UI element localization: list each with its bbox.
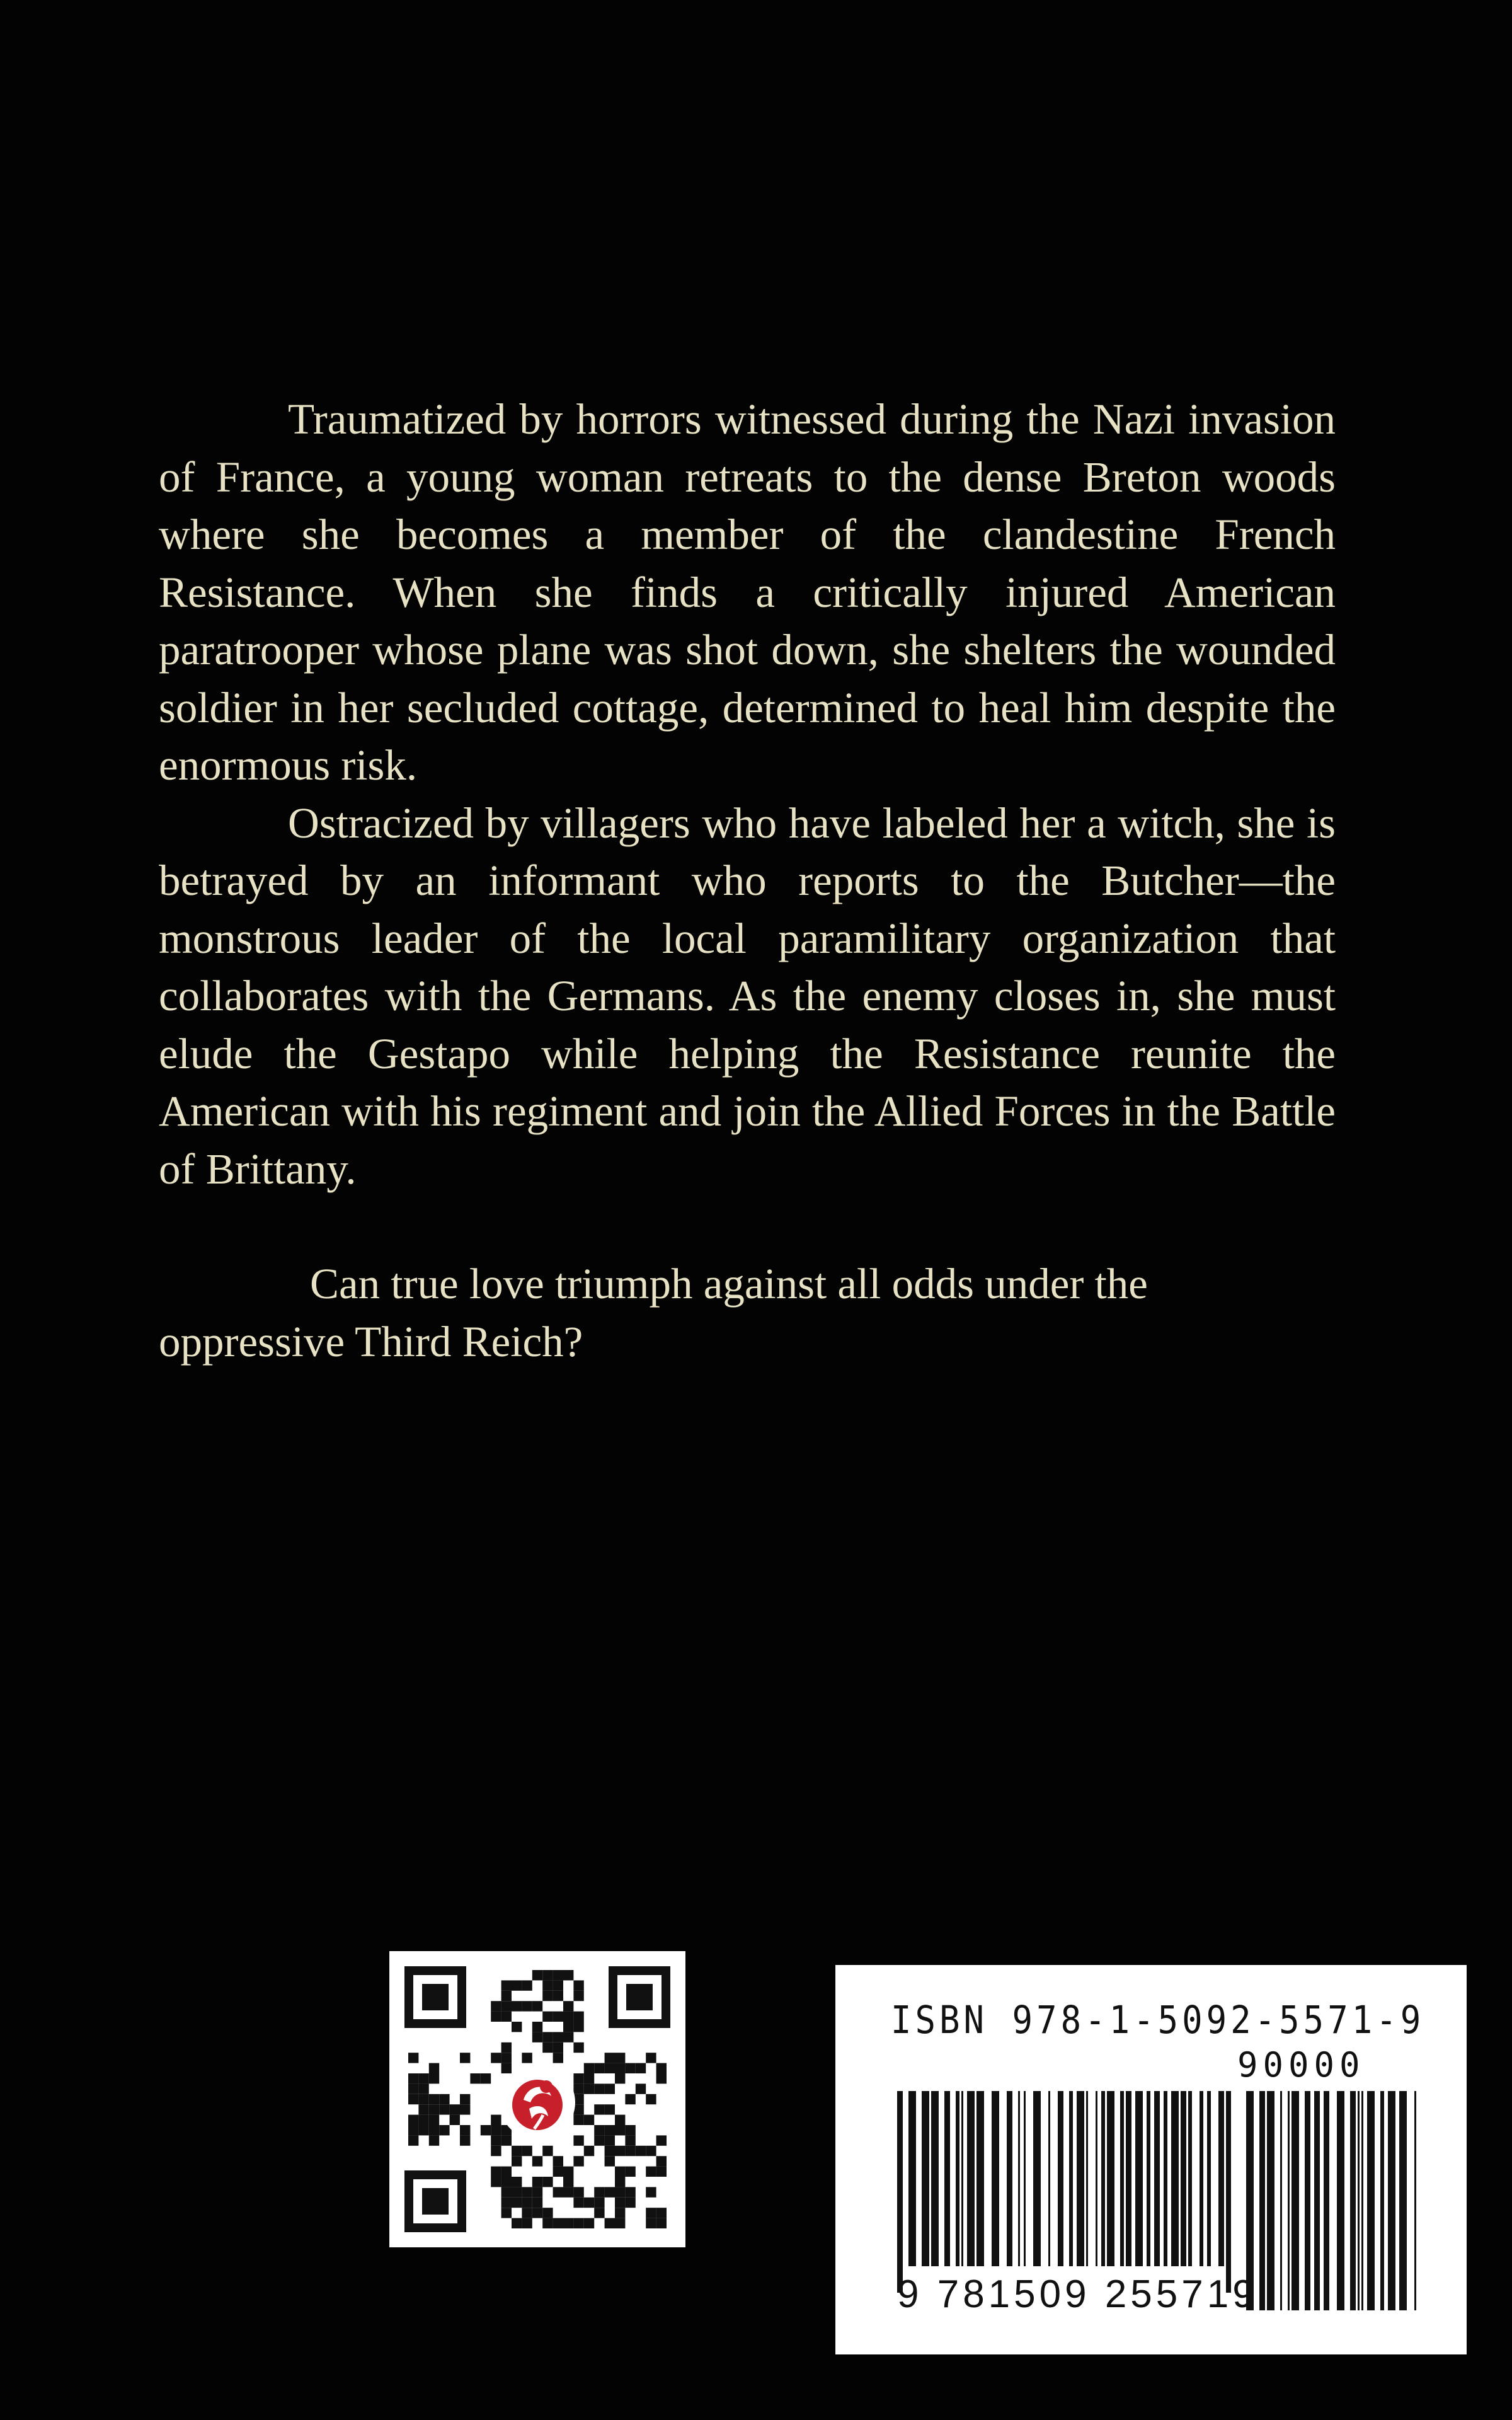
qr-module bbox=[615, 2187, 625, 2197]
qr-module bbox=[481, 2073, 491, 2083]
qr-module bbox=[605, 2146, 615, 2156]
qr-module bbox=[615, 2073, 625, 2083]
qr-module bbox=[408, 2083, 418, 2094]
qr-module bbox=[573, 1980, 583, 1990]
qr-module bbox=[460, 2104, 470, 2114]
qr-module bbox=[636, 2146, 646, 2156]
qr-module bbox=[418, 2094, 428, 2104]
qr-module bbox=[553, 2218, 563, 2228]
qr-module bbox=[573, 2135, 583, 2145]
qr-module bbox=[615, 2063, 625, 2073]
qr-module bbox=[553, 1980, 563, 1990]
qr-module bbox=[563, 2032, 573, 2042]
qr-module bbox=[501, 2167, 512, 2177]
qr-module bbox=[522, 2198, 532, 2208]
barcode-bar bbox=[1218, 2091, 1224, 2266]
barcode-bar bbox=[1024, 2091, 1026, 2266]
barcode-bar bbox=[1007, 2091, 1012, 2266]
barcode-bar bbox=[1388, 2091, 1395, 2310]
qr-module bbox=[553, 2043, 563, 2053]
qr-module bbox=[439, 2104, 449, 2114]
qr-module bbox=[584, 2218, 594, 2228]
qr-module bbox=[625, 2063, 635, 2073]
qr-module bbox=[542, 1991, 553, 2001]
qr-module bbox=[573, 2104, 583, 2114]
qr-code bbox=[389, 1951, 685, 2247]
qr-module bbox=[542, 2208, 553, 2218]
qr-module bbox=[418, 2115, 428, 2125]
qr-module bbox=[563, 2022, 573, 2032]
qr-module bbox=[491, 2053, 501, 2063]
barcode-bar bbox=[1101, 2091, 1105, 2266]
barcode-bar bbox=[944, 2091, 950, 2266]
qr-module bbox=[656, 2135, 667, 2145]
barcode-bar bbox=[976, 2091, 984, 2266]
qr-module bbox=[615, 2218, 625, 2228]
ean-digits: 9 781509 255719 bbox=[897, 2273, 1258, 2316]
barcode-bar bbox=[1171, 2091, 1179, 2266]
qr-module bbox=[522, 1980, 532, 1990]
qr-module bbox=[491, 2125, 501, 2135]
barcode-bar bbox=[1399, 2091, 1407, 2310]
qr-module bbox=[563, 2012, 573, 2022]
qr-module bbox=[418, 2073, 428, 2083]
qr-module bbox=[563, 1970, 573, 1980]
isbn-barcode bbox=[835, 1965, 1467, 2354]
qr-module bbox=[594, 2083, 604, 2094]
qr-module bbox=[491, 2146, 501, 2156]
qr-module bbox=[542, 2177, 553, 2187]
qr-module bbox=[429, 2115, 439, 2125]
qr-module bbox=[501, 1991, 512, 2001]
barcode-bar bbox=[1292, 2091, 1299, 2310]
qr-module bbox=[460, 2094, 470, 2104]
qr-module bbox=[522, 2208, 532, 2218]
qr-module bbox=[553, 2187, 563, 2197]
qr-module bbox=[481, 2125, 491, 2135]
qr-code-graphic bbox=[389, 1951, 685, 2247]
qr-module bbox=[605, 2187, 615, 2197]
qr-module bbox=[656, 2073, 667, 2083]
qr-module bbox=[656, 2208, 667, 2218]
qr-module bbox=[532, 2198, 542, 2208]
barcode-bar bbox=[1305, 2091, 1310, 2310]
qr-module bbox=[408, 2094, 418, 2104]
qr-module bbox=[491, 2167, 501, 2177]
qr-module bbox=[605, 2063, 615, 2073]
qr-module bbox=[563, 2187, 573, 2197]
qr-module bbox=[573, 2156, 583, 2166]
qr-module bbox=[429, 2125, 439, 2135]
qr-module bbox=[439, 2094, 449, 2104]
barcode-bar bbox=[1164, 2091, 1167, 2266]
qr-module bbox=[605, 2125, 615, 2135]
barcode-bar bbox=[1188, 2091, 1192, 2266]
blurb-closing-question: Can true love triumph against all odds under the oppressive Third Reich? bbox=[159, 1260, 1148, 1366]
qr-module bbox=[553, 2167, 563, 2177]
qr-module bbox=[615, 2053, 625, 2063]
qr-module bbox=[512, 2022, 522, 2032]
blurb bbox=[159, 391, 1336, 1371]
qr-module bbox=[656, 2063, 667, 2073]
qr-module bbox=[429, 2094, 439, 2104]
price-code: 90000 bbox=[1237, 2045, 1365, 2085]
qr-module bbox=[418, 2104, 428, 2114]
qr-module bbox=[563, 2001, 573, 2011]
qr-module bbox=[563, 2167, 573, 2177]
blurb-paragraph-1: Traumatized by horrors witnessed during the Nazi invasion of France, a young woman retreats to the dense Breton woods where she becomes a member of the clandestine French Resistance. When she finds a critically injured American paratrooper whose plane was shot down, she shelters the wounded soldier in her secluded cottage, determined to heal him despite the enormous risk. bbox=[159, 395, 1336, 789]
qr-module bbox=[584, 2146, 594, 2156]
qr-module bbox=[408, 2135, 418, 2145]
barcode-bar bbox=[1324, 2091, 1329, 2310]
barcode-bar bbox=[1259, 2091, 1265, 2310]
qr-module bbox=[501, 2135, 512, 2145]
qr-module bbox=[429, 2073, 439, 2083]
qr-module bbox=[532, 2001, 542, 2011]
isbn-label: ISBN 978-1-5092-5571-9 bbox=[891, 1998, 1425, 2043]
barcode-bar bbox=[1361, 2091, 1363, 2310]
barcode-bar bbox=[1096, 2091, 1097, 2266]
qr-module bbox=[553, 1970, 563, 1980]
qr-module bbox=[460, 2125, 470, 2135]
qr-module bbox=[615, 2125, 625, 2135]
qr-module bbox=[553, 1991, 563, 2001]
qr-module bbox=[501, 2177, 512, 2187]
qr-module bbox=[573, 2043, 583, 2053]
barcode-bar bbox=[1033, 2091, 1041, 2266]
barcode-bar bbox=[1018, 2091, 1020, 2266]
qr-module bbox=[418, 2125, 428, 2135]
qr-module bbox=[584, 2083, 594, 2094]
qr-module bbox=[532, 2032, 542, 2042]
barcode-bar bbox=[1135, 2091, 1143, 2266]
barcode-bar bbox=[1077, 2091, 1084, 2266]
barcode-bar bbox=[1280, 2091, 1282, 2310]
qr-module bbox=[512, 2146, 522, 2156]
qr-module bbox=[450, 2104, 460, 2114]
qr-module bbox=[573, 2218, 583, 2228]
qr-module bbox=[542, 2218, 553, 2228]
blurb-paragraph-2: Ostracized by villagers who have labeled her a witch, she is betrayed by an informant who reports to the Butcher—the monstrous leader of the local paramilitary organization that collaborates with the Germans. As the enemy closes in, she must elude the Gestapo while helping the Resistance reunite the American with his regiment and join the Allied Forces in the Battle of Brittany. bbox=[159, 798, 1336, 1193]
qr-module bbox=[656, 2156, 667, 2166]
qr-module bbox=[584, 2115, 594, 2125]
qr-module bbox=[605, 2218, 615, 2228]
qr-module bbox=[512, 2177, 522, 2187]
qr-module bbox=[501, 2187, 512, 2197]
qr-module bbox=[408, 2115, 418, 2125]
qr-module bbox=[501, 2001, 512, 2011]
qr-module bbox=[646, 2146, 656, 2156]
qr-module bbox=[532, 2208, 542, 2218]
barcode-bar bbox=[1048, 2091, 1050, 2266]
qr-module bbox=[573, 2083, 583, 2094]
qr-module bbox=[512, 2001, 522, 2011]
barcode-bar bbox=[897, 2091, 903, 2293]
qr-module bbox=[460, 2053, 470, 2063]
qr-module bbox=[615, 2198, 625, 2208]
qr-module bbox=[408, 2073, 418, 2083]
qr-module bbox=[625, 2187, 635, 2197]
qr-module bbox=[646, 2187, 656, 2197]
qr-module bbox=[542, 1970, 553, 1980]
qr-module bbox=[573, 2073, 583, 2083]
qr-module bbox=[615, 2208, 625, 2218]
qr-module bbox=[594, 2198, 604, 2208]
qr-module bbox=[584, 2073, 594, 2083]
qr-module bbox=[450, 2115, 460, 2125]
qr-module bbox=[573, 2115, 583, 2125]
qr-module bbox=[501, 1980, 512, 1990]
qr-module bbox=[532, 1970, 542, 1980]
qr-module bbox=[563, 2177, 573, 2187]
barcode-bar bbox=[1126, 2091, 1131, 2266]
qr-module bbox=[636, 2083, 646, 2094]
barcode-bar bbox=[1367, 2091, 1375, 2310]
qr-module bbox=[573, 2198, 583, 2208]
qr-module bbox=[532, 2177, 542, 2187]
barcode-bar bbox=[1154, 2091, 1160, 2266]
qr-module bbox=[625, 2094, 635, 2104]
qr-module bbox=[594, 2135, 604, 2145]
qr-module bbox=[532, 2156, 542, 2166]
qr-module bbox=[522, 2053, 532, 2063]
publisher-rose-logo-icon bbox=[500, 2065, 575, 2140]
qr-module bbox=[605, 2104, 615, 2114]
qr-module bbox=[646, 2094, 656, 2104]
barcode-bar bbox=[1200, 2091, 1203, 2266]
qr-module bbox=[532, 2187, 542, 2197]
barcode-bar bbox=[1380, 2091, 1384, 2310]
barcode-bar bbox=[1069, 2091, 1073, 2266]
qr-module bbox=[646, 2208, 656, 2218]
qr-module bbox=[605, 2053, 615, 2063]
qr-module bbox=[605, 2156, 615, 2166]
barcode-bar bbox=[931, 2091, 939, 2266]
barcode-bar bbox=[1207, 2091, 1211, 2266]
barcode-bar bbox=[1337, 2091, 1344, 2310]
qr-module bbox=[615, 2146, 625, 2156]
qr-module bbox=[656, 2167, 667, 2177]
barcode-bar bbox=[922, 2091, 929, 2266]
qr-module bbox=[584, 2198, 594, 2208]
qr-module bbox=[418, 2083, 428, 2094]
qr-module bbox=[542, 2032, 553, 2042]
qr-module bbox=[625, 2198, 635, 2208]
qr-module bbox=[542, 2012, 553, 2022]
qr-module bbox=[501, 2063, 512, 2073]
qr-module bbox=[532, 2022, 542, 2032]
qr-module bbox=[594, 2125, 604, 2135]
qr-module bbox=[522, 2001, 532, 2011]
barcode-bar bbox=[1086, 2091, 1088, 2266]
qr-module bbox=[491, 2001, 501, 2011]
qr-module bbox=[553, 2012, 563, 2022]
qr-module bbox=[522, 2146, 532, 2156]
qr-module bbox=[615, 2115, 625, 2125]
qr-module bbox=[501, 2208, 512, 2218]
qr-module bbox=[646, 2218, 656, 2228]
barcode-bar bbox=[1181, 2091, 1186, 2266]
qr-module bbox=[584, 2063, 594, 2073]
barcode-bar bbox=[1147, 2091, 1150, 2266]
qr-module bbox=[625, 2135, 635, 2145]
qr-module bbox=[491, 2115, 501, 2125]
qr-module bbox=[594, 2187, 604, 2197]
qr-module bbox=[460, 2135, 470, 2145]
qr-module bbox=[522, 2218, 532, 2228]
qr-module bbox=[542, 1980, 553, 1990]
barcode-bar bbox=[1058, 2091, 1063, 2266]
barcode-bar bbox=[1120, 2091, 1124, 2266]
qr-module bbox=[542, 2146, 553, 2156]
qr-module bbox=[594, 2208, 604, 2218]
qr-module bbox=[491, 2177, 501, 2187]
barcode-bar bbox=[956, 2091, 959, 2266]
qr-module bbox=[408, 2053, 418, 2063]
barcode-bar bbox=[1350, 2091, 1356, 2310]
qr-module bbox=[605, 2135, 615, 2145]
qr-module bbox=[501, 2053, 512, 2063]
qr-module bbox=[522, 2187, 532, 2197]
qr-module bbox=[656, 2218, 667, 2228]
qr-module bbox=[573, 2022, 583, 2032]
qr-module bbox=[429, 2135, 439, 2145]
barcode-bar bbox=[1358, 2091, 1360, 2310]
qr-module bbox=[594, 2063, 604, 2073]
barcode-bar bbox=[1414, 2091, 1416, 2310]
qr-module bbox=[491, 2135, 501, 2145]
barcode-bar bbox=[1314, 2091, 1320, 2310]
barcode-bar bbox=[908, 2091, 916, 2266]
barcode-bar bbox=[1107, 2091, 1114, 2266]
barcode-bar bbox=[967, 2091, 975, 2266]
barcode-bar bbox=[1226, 2091, 1231, 2293]
qr-module bbox=[512, 1980, 522, 1990]
qr-module bbox=[512, 2156, 522, 2166]
qr-module bbox=[636, 2063, 646, 2073]
qr-module bbox=[553, 2053, 563, 2063]
qr-module bbox=[625, 2167, 635, 2177]
qr-module bbox=[501, 2012, 512, 2022]
qr-module bbox=[553, 2032, 563, 2042]
qr-module bbox=[491, 2012, 501, 2022]
qr-module bbox=[563, 2218, 573, 2228]
qr-module bbox=[615, 2177, 625, 2187]
qr-module bbox=[470, 2073, 480, 2083]
qr-module bbox=[512, 2198, 522, 2208]
barcode-bar bbox=[992, 2091, 999, 2266]
qr-module bbox=[429, 2063, 439, 2073]
qr-module bbox=[573, 1991, 583, 2001]
qr-module bbox=[408, 2125, 418, 2135]
qr-module bbox=[573, 2187, 583, 2197]
qr-module bbox=[553, 2156, 563, 2166]
qr-module bbox=[625, 2125, 635, 2135]
qr-module bbox=[646, 2167, 656, 2177]
qr-module bbox=[625, 2146, 635, 2156]
qr-module bbox=[605, 2083, 615, 2094]
barcode-bar bbox=[961, 2091, 963, 2266]
qr-module bbox=[512, 2218, 522, 2228]
qr-module bbox=[594, 2104, 604, 2114]
qr-module bbox=[501, 2043, 512, 2053]
qr-module bbox=[542, 2043, 553, 2053]
qr-module bbox=[501, 2198, 512, 2208]
qr-module bbox=[439, 2125, 449, 2135]
qr-module bbox=[646, 2053, 656, 2063]
qr-module bbox=[512, 2187, 522, 2197]
qr-module bbox=[615, 2167, 625, 2177]
barcode-bar bbox=[1267, 2091, 1274, 2310]
qr-module bbox=[573, 2012, 583, 2022]
qr-module bbox=[429, 2104, 439, 2114]
barcode-bar bbox=[1288, 2091, 1290, 2310]
